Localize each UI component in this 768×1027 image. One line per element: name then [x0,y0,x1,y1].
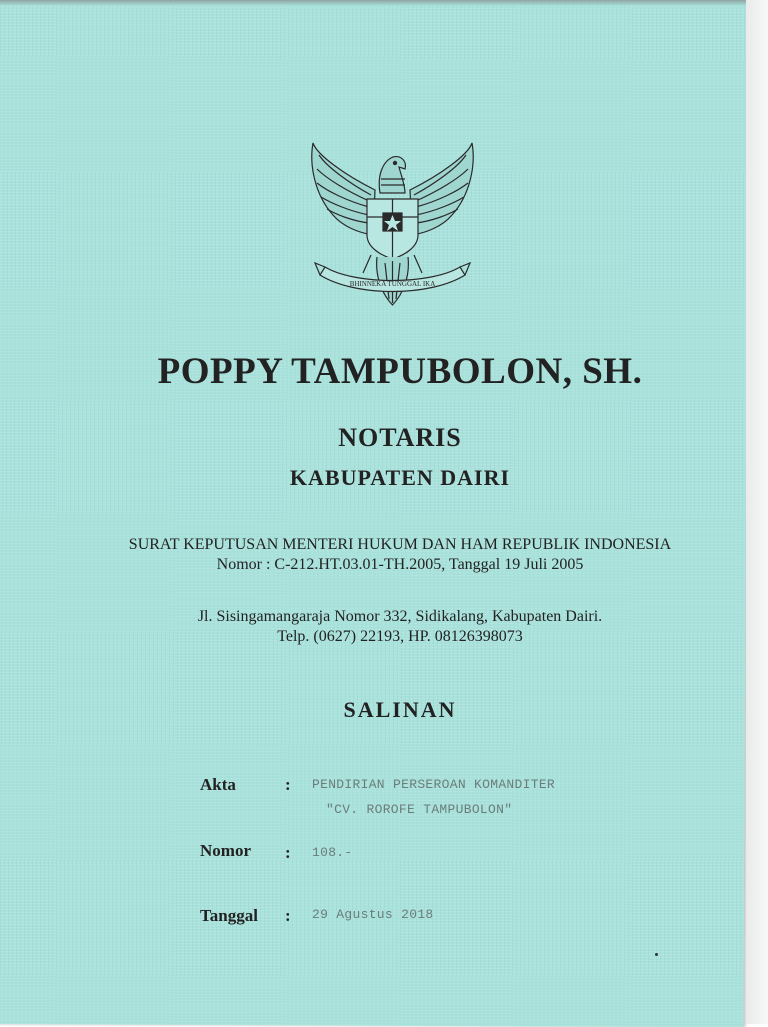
nomor-value: 108.- [312,845,353,860]
tanggal-value: 29 Agustus 2018 [312,907,434,922]
notary-name: POPPY TAMPUBOLON, SH. [157,351,643,392]
notary-region: KABUPATEN DAIRI [289,465,511,490]
akta-value-line-1: PENDIRIAN PERSEROAN KOMANDITER [312,777,556,792]
akta-colon: : [285,775,291,794]
phone-line: Telp. (0627) 22193, HP. 08126398073 [277,628,523,645]
page-edge [746,0,768,1024]
motto-text: BHINNEKA TUNGGAL IKA [349,280,436,288]
tanggal-colon: : [285,906,291,925]
garuda-emblem-icon [305,135,480,317]
cover-top-edge [0,0,748,6]
decree-line-2: Nomor : C-212.HT.03.01-TH.2005, Tanggal 19 Juli 2005 [216,556,584,573]
notary-title: NOTARIS [338,423,462,452]
akta-label: Akta [200,775,236,794]
address-line: Jl. Sisingamangaraja Nomor 332, Sidikalang, Kabupaten Dairi. [197,608,603,625]
nomor-colon: : [285,843,291,862]
paper-speck [655,953,658,956]
tanggal-label: Tanggal [200,906,258,925]
nomor-label: Nomor [200,841,251,860]
akta-value-line-2: "CV. ROROFE TAMPUBOLON" [326,802,513,817]
document-type: SALINAN [343,697,457,722]
decree-line-1: SURAT KEPUTUSAN MENTERI HUKUM DAN HAM REPUBLIK INDONESIA [128,536,672,553]
